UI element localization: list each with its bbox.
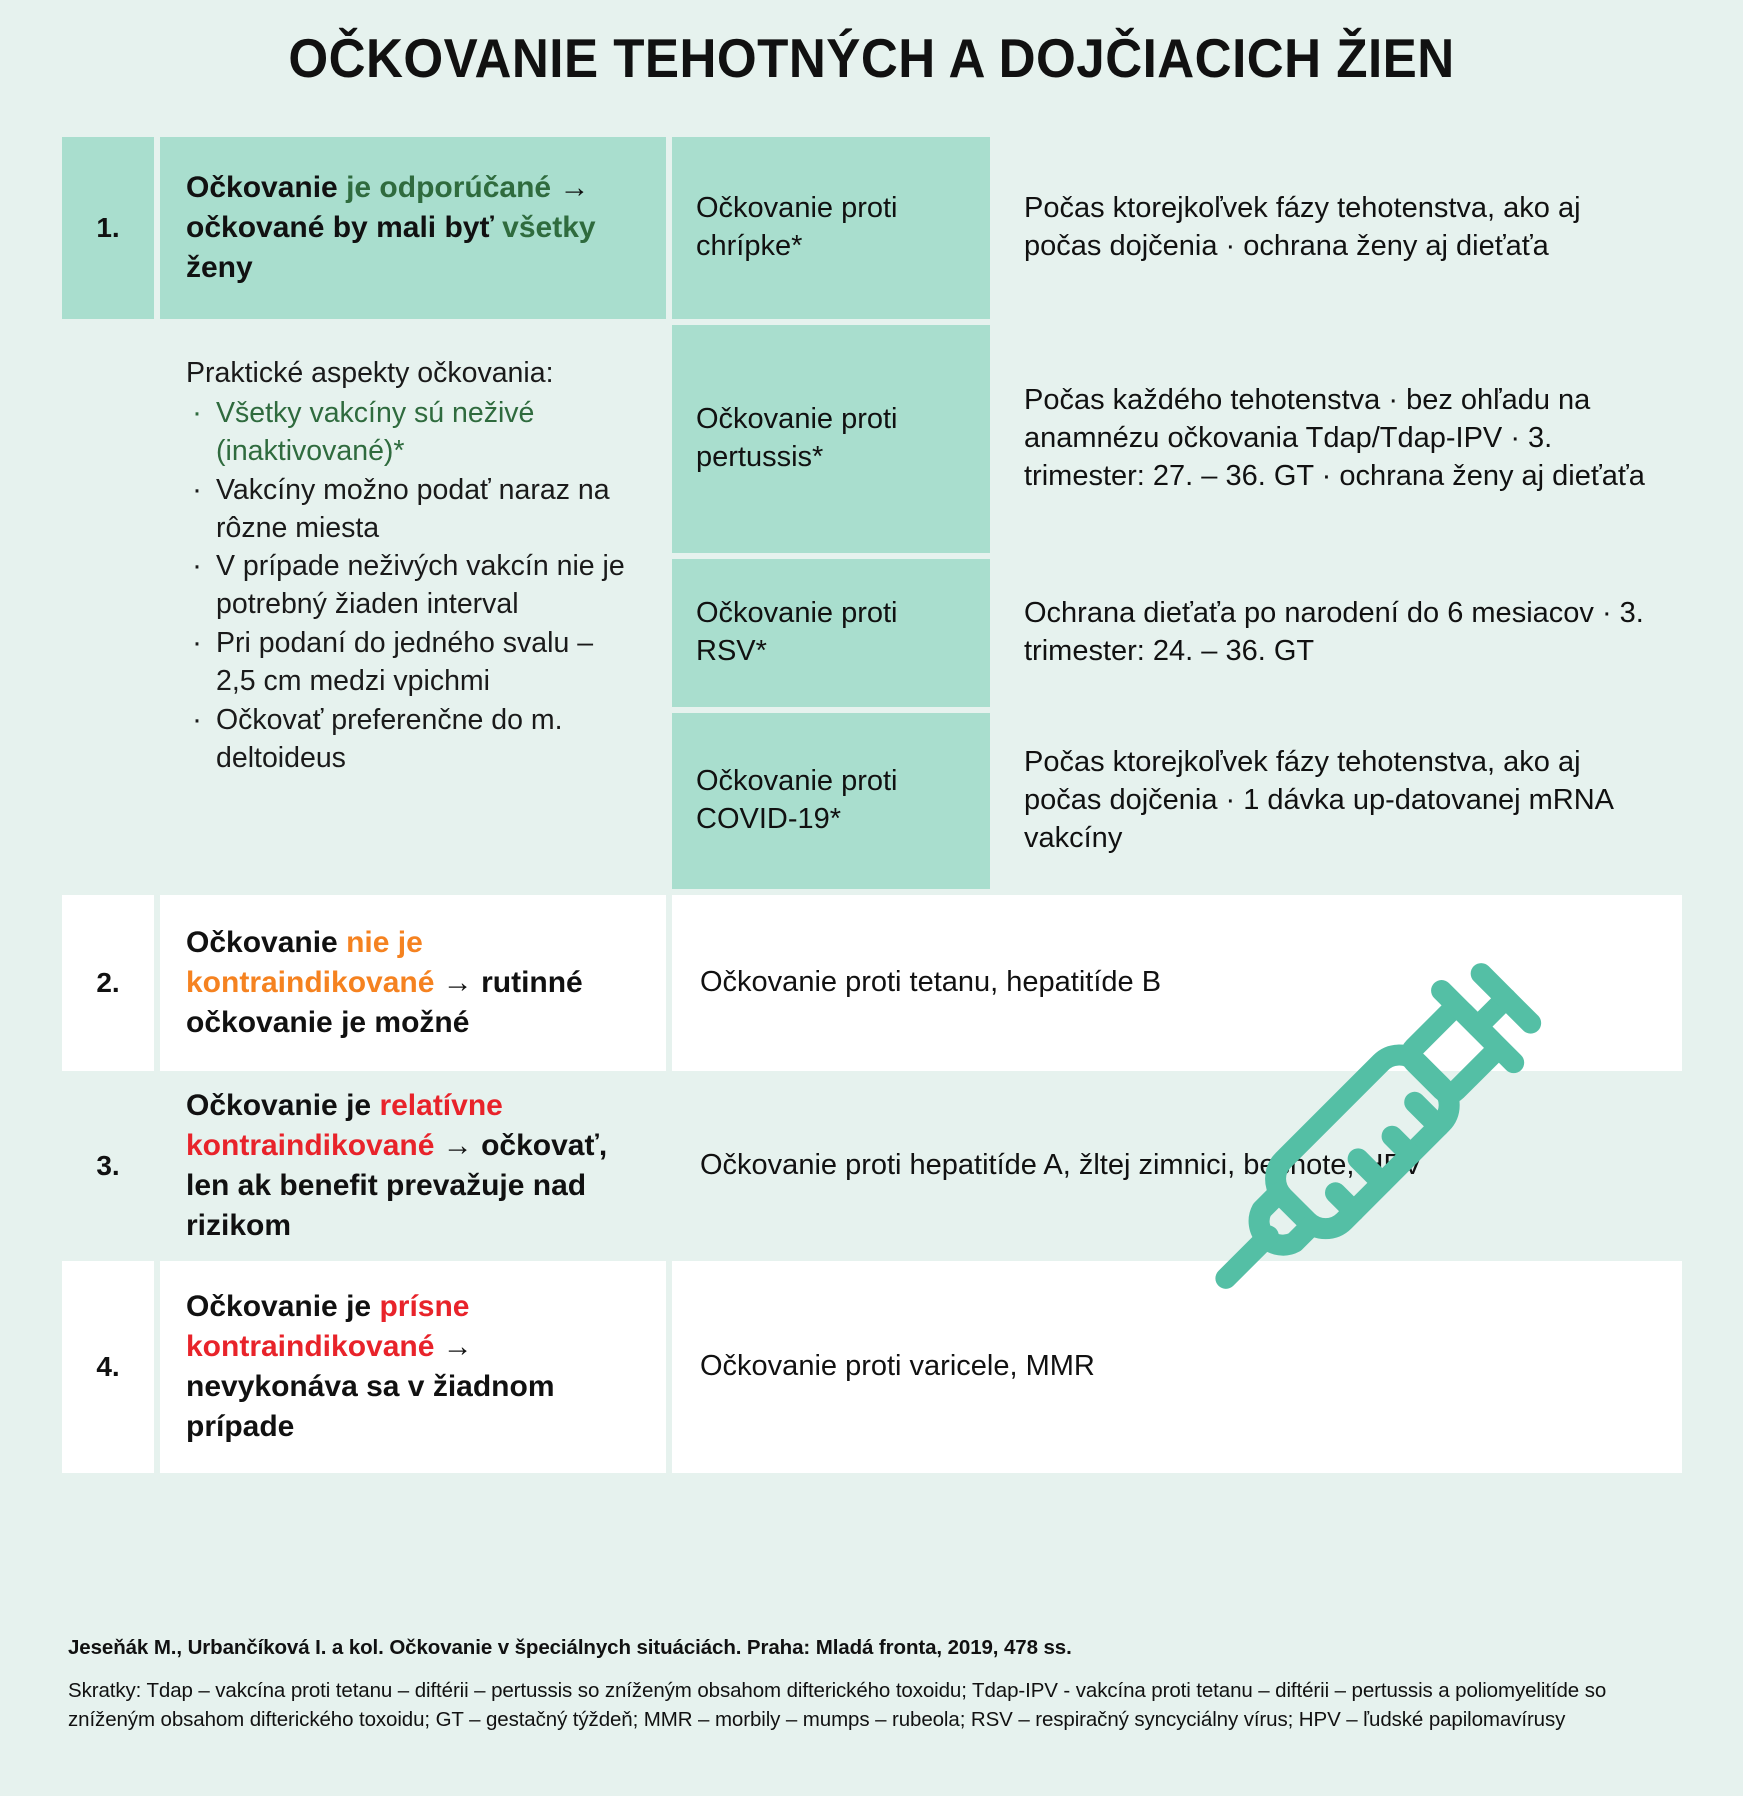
vaccine-name-cell xyxy=(672,325,990,553)
row-number: 4. xyxy=(62,1261,154,1473)
vaccine-name: Očkovanie proti COVID-19* xyxy=(696,765,898,835)
abbreviations: Skratky: Tdap – vakcína proti tetanu – diftérii – pertussis so zníženým obsahom difterického toxoidu; Tdap-IPV - vakcína proti tetanu – diftérii – pertussis a poliomyelitíde so zníženým obsahom difterického toxoidu; GT – gestačný týždeň; MMR – morbily – mumps – rubeola; RSV – respiračný syncyciálny vírus; HPV – ľudské papilomavírusy xyxy=(68,1679,1607,1732)
vaccine-note: Počas ktorejkoľvek fázy tehotenstva, ako aj počas dojčenia · 1 dávka up-datovanej mRNA vakcíny xyxy=(1024,746,1613,854)
vaccine-note: Ochrana dieťaťa po narodení do 6 mesiacov · 3. trimester: 24. – 36. GT xyxy=(1024,597,1644,667)
practical-aspects-list xyxy=(186,395,640,779)
headline-part-1: Očkovanie xyxy=(186,925,347,959)
headline-accent-2: všetky xyxy=(502,210,596,244)
headline-accent-1: je odporúčané xyxy=(346,170,552,204)
citation: Jeseňák M., Urbančíková I. a kol. Očkovanie v špeciálnych situáciách. Praha: Mladá fronta, 2019, 478 ss. xyxy=(68,1636,1072,1659)
vaccine-name: Očkovanie proti chrípke* xyxy=(696,192,898,262)
headline-part-2: → očkované by mali byť xyxy=(186,170,590,244)
headline-part-2: → očkovať, len ak benefit prevažuje nad rizikom xyxy=(186,1128,608,1243)
row-2-vaccine-cell xyxy=(672,895,1682,1071)
vaccine-note: Počas ktorejkoľvek fázy tehotenstva, ako aj počas dojčenia · ochrana ženy aj dieťaťa xyxy=(1024,192,1581,262)
row-4-vaccine-cell xyxy=(672,1261,1682,1473)
row-1-left-block xyxy=(62,137,666,889)
table-row xyxy=(62,137,1682,889)
vaccine-name: Očkovanie proti hepatitíde A, žltej zimnici, besnote, HPV xyxy=(700,1149,1423,1181)
row-1-headline xyxy=(186,168,640,289)
vaccine-subrow xyxy=(672,713,1682,889)
row-3-headline-cell xyxy=(160,1077,666,1255)
vaccine-note-cell xyxy=(996,559,1682,707)
row-2-headline xyxy=(186,923,640,1044)
row-1-headline-cell xyxy=(160,137,666,319)
vaccine-note-cell xyxy=(996,713,1682,889)
list-item: · Vakcíny možno podať naraz na rôzne miesta xyxy=(186,472,640,548)
list-item: · V prípade neživých vakcín nie je potrebný žiaden interval xyxy=(186,548,640,624)
row-number: 3. xyxy=(62,1077,154,1255)
vaccine-note: Počas každého tehotenstva · bez ohľadu na anamnézu očkovania Tdap/Tdap-IPV · 3. trimester: 27. – 36. GT · ochrana ženy aj dieťaťa xyxy=(1024,384,1645,492)
headline-part-1: Očkovanie xyxy=(186,170,347,204)
vaccine-name: Očkovanie proti pertussis* xyxy=(696,403,898,473)
list-item: · Všetky vakcíny sú neživé (inaktivované)* xyxy=(186,395,640,471)
vaccine-name-cell xyxy=(672,713,990,889)
row-1-practical-wrap xyxy=(62,325,666,857)
vaccination-table xyxy=(62,137,1682,1479)
row-3-headline xyxy=(186,1086,640,1247)
vaccine-note-cell xyxy=(996,137,1682,319)
vaccine-subrow xyxy=(672,325,1682,553)
vaccine-name: Očkovanie proti RSV* xyxy=(696,597,898,667)
table-row xyxy=(62,1261,1682,1473)
page-title: OČKOVANIE TEHOTNÝCH A DOJČIACICH ŽIEN xyxy=(288,27,1455,89)
headline-part-1: Očkovanie je xyxy=(186,1088,380,1122)
headline-accent-1: relatívne kontraindikované xyxy=(186,1088,503,1162)
practical-aspects-title: Praktické aspekty očkovania: xyxy=(186,357,554,389)
practical-aspects-cell xyxy=(160,325,666,857)
table-row xyxy=(62,1077,1682,1255)
headline-part-2: → nevykonáva sa v žiadnom prípade xyxy=(186,1329,555,1444)
headline-part-2: → rutinné očkovanie je možné xyxy=(186,965,583,1040)
vaccine-name: Očkovanie proti varicele, MMR xyxy=(700,1350,1095,1382)
headline-part-3: ženy xyxy=(186,251,253,285)
headline-accent-1: prísne kontraindikované xyxy=(186,1289,470,1363)
row-3-vaccine-cell xyxy=(672,1077,1682,1255)
row-4-headline-cell xyxy=(160,1261,666,1473)
vaccine-name: Očkovanie proti tetanu, hepatitíde B xyxy=(700,966,1162,998)
headline-accent-1: nie je kontraindikované xyxy=(186,925,435,999)
row-number: 1. xyxy=(62,137,154,319)
row-1-header xyxy=(62,137,666,319)
vaccine-name-cell xyxy=(672,137,990,319)
row-1-vaccine-stack xyxy=(672,137,1682,889)
table-row xyxy=(62,895,1682,1071)
footer xyxy=(68,1636,1698,1734)
row-2-headline-cell xyxy=(160,895,666,1071)
practical-spacer xyxy=(62,325,154,857)
vaccine-subrow xyxy=(672,559,1682,707)
row-4-headline xyxy=(186,1287,640,1448)
headline-part-1: Očkovanie je xyxy=(186,1289,380,1323)
vaccine-subrow xyxy=(672,137,1682,319)
vaccine-name-cell xyxy=(672,559,990,707)
vaccine-note-cell xyxy=(996,325,1682,553)
list-item: · Pri podaní do jedného svalu – 2,5 cm medzi vpichmi xyxy=(186,625,640,701)
row-number: 2. xyxy=(62,895,154,1071)
list-item: · Očkovať preferenčne do m. deltoideus xyxy=(186,702,640,778)
